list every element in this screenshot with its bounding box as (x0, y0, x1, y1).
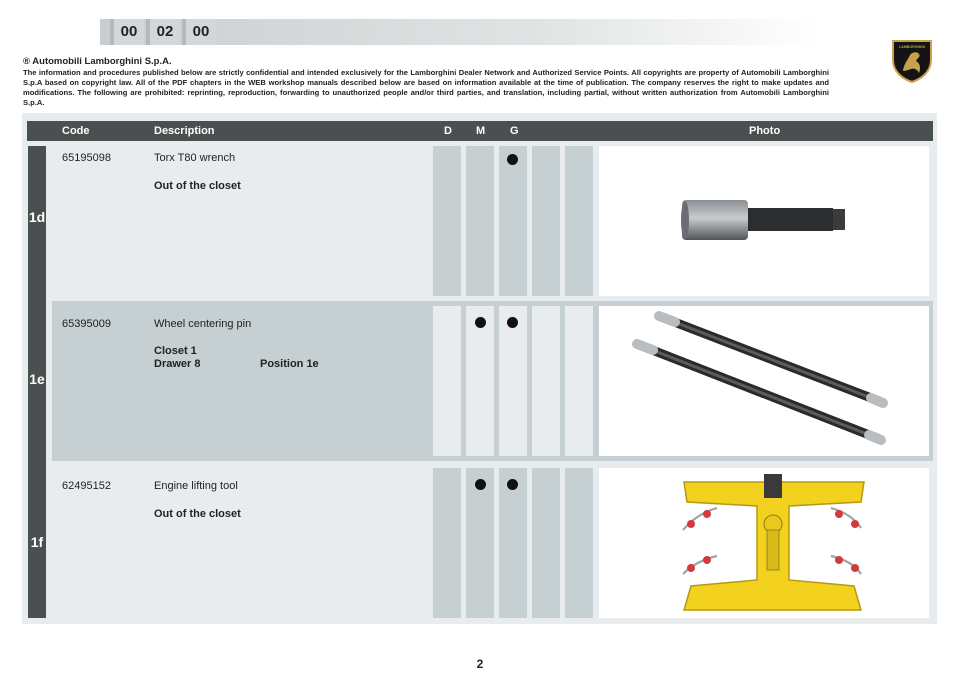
position-label: 1f (30, 534, 44, 550)
col-d-cell (433, 306, 461, 456)
tool-location: Position 1e (260, 358, 319, 370)
col-d-cell (433, 146, 461, 296)
tool-description: Torx T80 wrench (154, 152, 236, 164)
page-number: 2 (476, 657, 484, 671)
section-tab-3: 00 (182, 19, 216, 45)
table-row (52, 464, 933, 619)
header-g: G (510, 125, 519, 137)
header-description: Description (154, 125, 215, 137)
table-header (27, 121, 933, 141)
header-code: Code (62, 125, 90, 137)
col-extra-cell (532, 306, 560, 456)
tool-location: Out of the closet (154, 508, 241, 520)
section-tab-1: 00 (110, 19, 144, 45)
table-row (52, 146, 933, 298)
tool-photo (599, 306, 929, 456)
copyright-title: ® Automobili Lamborghini S.p.A. (23, 56, 172, 67)
applicability-dot (507, 479, 518, 490)
header-photo: Photo (749, 125, 781, 137)
tool-code: 65195098 (62, 152, 111, 164)
tool-description: Engine lifting tool (154, 480, 238, 492)
torx-wrench-icon (599, 146, 929, 296)
tool-location: Drawer 8 (154, 358, 201, 370)
col-m-cell (466, 146, 494, 296)
applicability-dot (475, 479, 486, 490)
position-label: 1e (29, 371, 45, 387)
col-extra-cell (565, 306, 593, 456)
tool-photo (599, 468, 929, 618)
applicability-dot (507, 154, 518, 165)
centering-pins-icon (599, 306, 929, 456)
col-m-cell (466, 306, 494, 456)
section-tab-2: 02 (146, 19, 180, 45)
tool-location: Closet 1 (154, 345, 197, 357)
col-extra-cell (532, 146, 560, 296)
tool-code: 65395009 (62, 318, 111, 330)
col-g-cell (499, 306, 527, 456)
copyright-text: The information and procedures published below are strictly confidential and intended exclusively for the Lamborghini Dealer Network and Authorized Service Points. All copyrights are property of Automobili Lamborghini S.p.A based on copyright law. All of the PDF chapters in the WEB workshop manuals described below are based on information available at the time of publication. The company reserves the right to make updates and modifications. The following are prohibited: reprinting, reproduction, forwarding to unauthorized people and/or third parties, and translation, including partial, without written authorization from Automobili Lamborghini S.p.A. (23, 68, 829, 107)
col-m-cell (466, 468, 494, 618)
tool-photo (599, 146, 929, 296)
header-m: M (476, 125, 486, 137)
col-d-cell (433, 468, 461, 618)
lifting-tool-icon (599, 468, 929, 618)
col-g-cell (499, 146, 527, 296)
tool-location: Out of the closet (154, 180, 241, 192)
col-extra-cell (565, 146, 593, 296)
svg-text:LAMBORGHINI: LAMBORGHINI (899, 45, 925, 49)
col-extra-cell (532, 468, 560, 618)
col-g-cell (499, 468, 527, 618)
position-label: 1d (28, 209, 46, 225)
lamborghini-logo-icon (890, 38, 934, 84)
col-extra-cell (565, 468, 593, 618)
tool-description: Wheel centering pin (154, 318, 252, 330)
tool-code: 62495152 (62, 480, 111, 492)
copyright-notice (23, 56, 829, 108)
applicability-dot (475, 317, 486, 328)
header-d: D (444, 125, 452, 137)
table-row (52, 301, 933, 461)
applicability-dot (507, 317, 518, 328)
